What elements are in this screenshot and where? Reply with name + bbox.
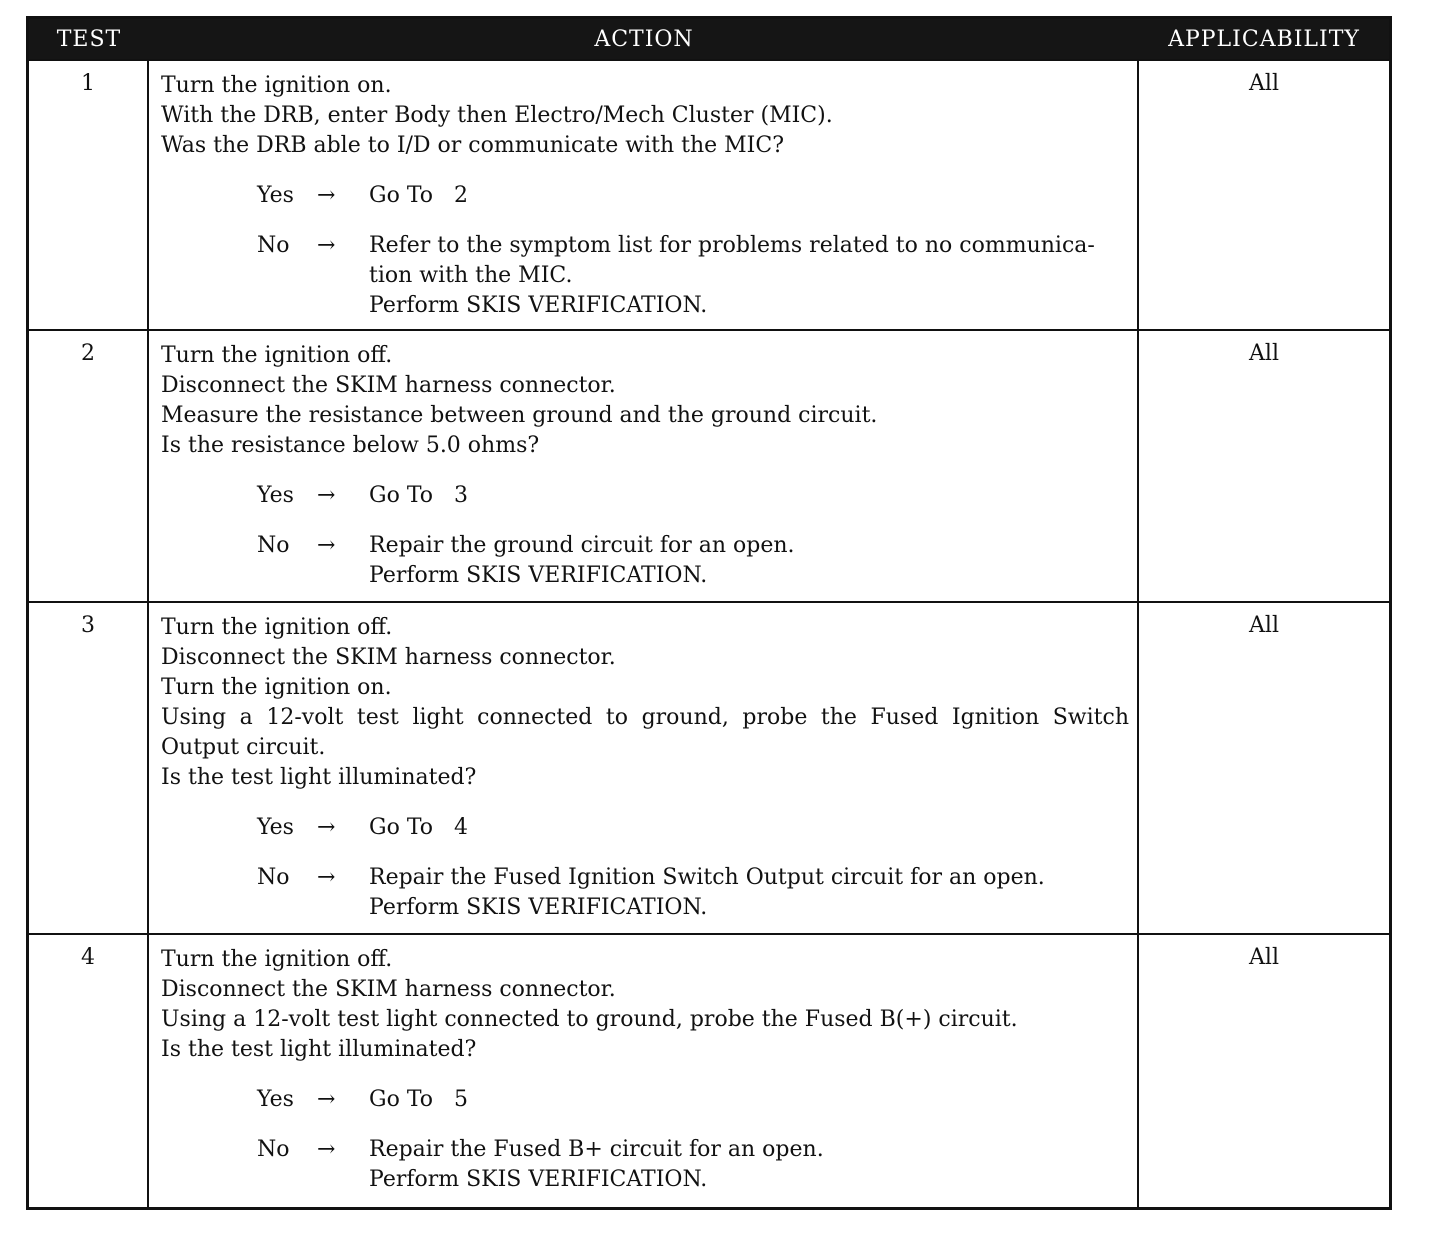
no-result-line: Repair the Fused B+ circuit for an open. xyxy=(369,1137,824,1162)
applicability-cell: All xyxy=(1249,945,1279,970)
no-branch xyxy=(257,863,1129,923)
test-number: 4 xyxy=(29,935,149,1207)
no-result-line: Refer to the symptom list for problems related to no communica- xyxy=(369,233,1095,258)
action-line: Turn the ignition off. xyxy=(161,343,393,368)
yes-branch xyxy=(257,813,1129,843)
yes-label: Yes xyxy=(257,815,294,840)
no-branch xyxy=(257,231,1129,321)
arrow-right-icon: → xyxy=(317,233,336,258)
arrow-right-icon: → xyxy=(317,815,336,840)
no-label: No xyxy=(257,233,290,258)
table-row xyxy=(29,59,1389,329)
arrow-right-icon: → xyxy=(317,1137,336,1162)
no-branch xyxy=(257,1135,1129,1195)
table-header xyxy=(29,19,1389,59)
action-line: Was the DRB able to I/D or communicate with the MIC? xyxy=(161,133,784,158)
applicability-cell: All xyxy=(1249,341,1279,366)
action-line: Disconnect the SKIM harness connector. xyxy=(161,373,616,398)
action-line: Disconnect the SKIM harness connector. xyxy=(161,645,616,670)
action-line: Turn the ignition off. xyxy=(161,615,393,640)
action-line: Is the test light illuminated? xyxy=(161,1037,477,1062)
no-result-line: Repair the Fused Ignition Switch Output circuit for an open. xyxy=(369,865,1045,890)
yes-result: Go To 4 xyxy=(369,815,468,840)
header-action: ACTION xyxy=(594,26,694,52)
header-applicability: APPLICABILITY xyxy=(1168,26,1360,52)
yes-branch xyxy=(257,481,1129,511)
applicability-cell: All xyxy=(1249,613,1279,638)
header-test: TEST xyxy=(56,26,122,52)
action-line: Disconnect the SKIM harness connector. xyxy=(161,977,616,1002)
yes-label: Yes xyxy=(257,183,294,208)
action-cell xyxy=(149,935,1139,1207)
yes-branch xyxy=(257,181,1129,211)
yes-label: Yes xyxy=(257,483,294,508)
yes-result: Go To 2 xyxy=(369,183,468,208)
no-result xyxy=(369,1135,1129,1195)
yes-result: Go To 5 xyxy=(369,1087,468,1112)
no-branch xyxy=(257,531,1129,591)
action-cell xyxy=(149,61,1139,329)
no-result-line: Perform SKIS VERIFICATION. xyxy=(369,895,708,920)
action-line: Using a 12-volt test light connected to ground, probe the Fused Ignition Switch xyxy=(161,705,1129,730)
action-line: Turn the ignition on. xyxy=(161,73,392,98)
test-number: 2 xyxy=(29,331,149,601)
action-cell xyxy=(149,603,1139,933)
no-label: No xyxy=(257,865,290,890)
yes-label: Yes xyxy=(257,1087,294,1112)
table-row xyxy=(29,329,1389,601)
no-result xyxy=(369,231,1129,321)
diagnostic-test-table xyxy=(26,16,1392,1210)
no-result xyxy=(369,863,1129,923)
table-row xyxy=(29,933,1389,1207)
no-label: No xyxy=(257,533,290,558)
action-line: Output circuit. xyxy=(161,735,326,760)
action-line: Is the resistance below 5.0 ohms? xyxy=(161,433,540,458)
action-line: Turn the ignition off. xyxy=(161,947,393,972)
arrow-right-icon: → xyxy=(317,483,336,508)
table-row xyxy=(29,601,1389,933)
arrow-right-icon: → xyxy=(317,865,336,890)
no-label: No xyxy=(257,1137,290,1162)
no-result xyxy=(369,531,1129,591)
action-line: With the DRB, enter Body then Electro/Mech Cluster (MIC). xyxy=(161,103,833,128)
arrow-right-icon: → xyxy=(317,533,336,558)
test-number: 3 xyxy=(29,603,149,933)
action-line: Turn the ignition on. xyxy=(161,675,392,700)
arrow-right-icon: → xyxy=(317,183,336,208)
arrow-right-icon: → xyxy=(317,1087,336,1112)
no-result-line: tion with the MIC. xyxy=(369,263,573,288)
action-line: Measure the resistance between ground and the ground circuit. xyxy=(161,403,878,428)
yes-result: Go To 3 xyxy=(369,483,468,508)
action-cell xyxy=(149,331,1139,601)
test-number: 1 xyxy=(29,61,149,329)
yes-branch xyxy=(257,1085,1129,1115)
no-result-line: Repair the ground circuit for an open. xyxy=(369,533,795,558)
applicability-cell: All xyxy=(1249,71,1279,96)
no-result-line: Perform SKIS VERIFICATION. xyxy=(369,293,708,318)
no-result-line: Perform SKIS VERIFICATION. xyxy=(369,1167,708,1192)
action-line: Is the test light illuminated? xyxy=(161,765,477,790)
action-line: Using a 12-volt test light connected to ground, probe the Fused B(+) circuit. xyxy=(161,1007,1018,1032)
no-result-line: Perform SKIS VERIFICATION. xyxy=(369,563,708,588)
